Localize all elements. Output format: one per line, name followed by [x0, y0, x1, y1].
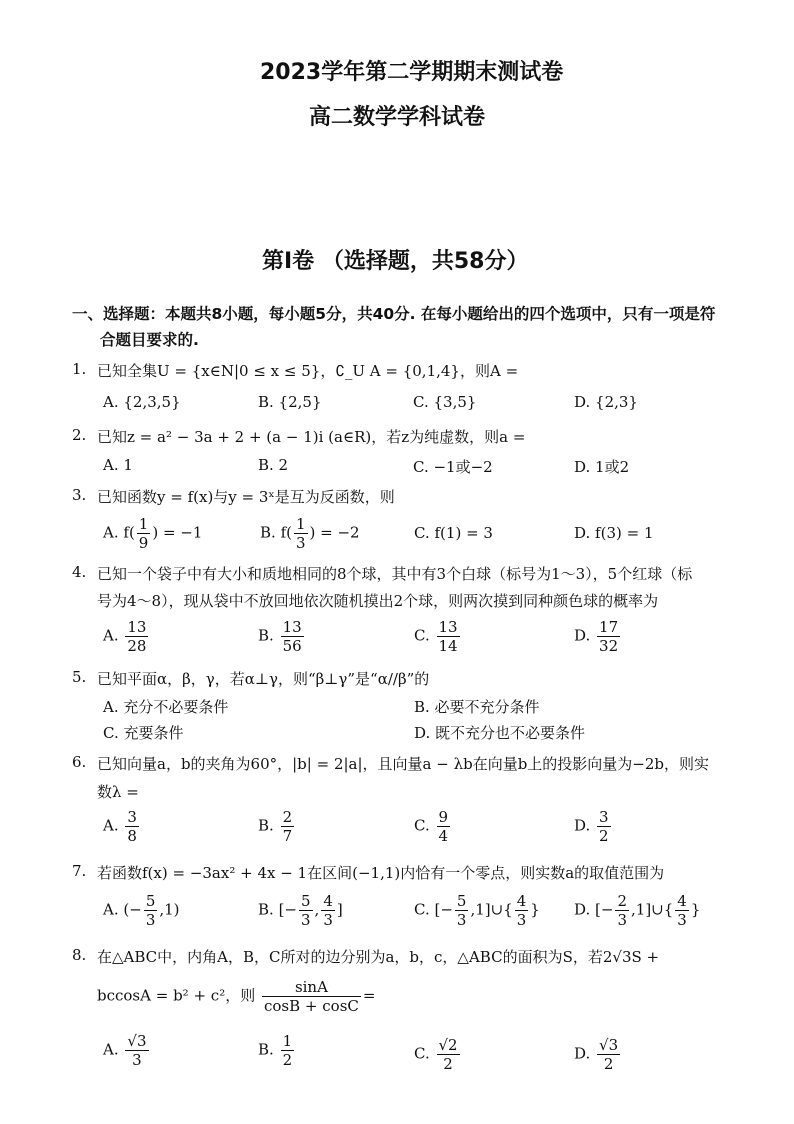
- q7-option-a-post: ,1): [159, 900, 180, 919]
- q6-option-d-label: D.: [574, 816, 591, 835]
- q7-option-c-fraction1: [455, 892, 469, 929]
- q6-option-a: [103, 808, 141, 845]
- denominator: 3: [617, 911, 628, 929]
- q7-option-a-pre: (−: [123, 900, 142, 919]
- q3-option-b: [260, 515, 360, 552]
- numerator: 5: [456, 892, 467, 910]
- q7-option-a: [103, 892, 180, 929]
- q8-option-a: [103, 1032, 151, 1069]
- q3-option-a-post: ) = −1: [152, 523, 203, 542]
- numerator: 17: [599, 618, 619, 636]
- section-instructions-line1: 一、选择题：本题共8小题，每小题5分，共40分. 在每小题给出的四个选项中，只有一项是符: [72, 305, 716, 323]
- denominator: 3: [145, 911, 156, 929]
- q3-option-a: [103, 515, 202, 552]
- question-2-number: 2.: [72, 426, 87, 444]
- q1-option-a: A. {2,3,5}: [103, 393, 181, 411]
- q4-option-a-label: A.: [103, 626, 119, 645]
- q7-option-b-label: B.: [258, 900, 274, 919]
- denominator: 3: [677, 911, 687, 929]
- section-instructions-line2: 合题目要求的.: [100, 331, 199, 349]
- q6-option-c-label: C.: [414, 816, 430, 835]
- question-8-number: 8.: [72, 946, 87, 964]
- q6-option-a-label: A.: [103, 816, 119, 835]
- question-3-number: 3.: [72, 486, 87, 504]
- question-4-stem-line2: 号为4～8），现从袋中不放回地依次随机摸出2个球，则两次摸到同种颜色球的概率为: [97, 592, 659, 610]
- q7-option-b-pre: [−: [278, 900, 297, 919]
- numerator: 5: [145, 892, 156, 910]
- q8-option-c-label: C.: [414, 1044, 430, 1063]
- q7-option-c-mid: ,1]∪{: [470, 900, 513, 919]
- denominator: 2: [603, 1055, 614, 1073]
- q1-option-d: D. {2,3}: [574, 393, 638, 411]
- q3-option-a-fraction: [137, 515, 151, 552]
- q4-option-a: [103, 618, 150, 655]
- question-5-number: 5.: [72, 668, 87, 686]
- numerator: 13: [127, 618, 147, 636]
- q3-option-d-label: D.: [574, 524, 591, 542]
- q3-option-b-fraction: [294, 515, 308, 552]
- denominator: 4: [438, 827, 449, 845]
- q8-option-b-label: B.: [258, 1040, 274, 1059]
- q7-option-b-post: ]: [336, 900, 343, 919]
- q5-option-b: B. 必要不充分条件: [414, 698, 540, 716]
- q2-option-c: C. −1或−2: [413, 458, 493, 476]
- q7-option-d-post: }: [690, 900, 701, 919]
- q8-option-d-fraction: [597, 1036, 620, 1073]
- denominator: 14: [438, 637, 458, 655]
- question-4-stem-line1: 已知一个袋子中有大小和质地相同的8个球，其中有3个白球（标号为1～3），5个红球（标: [97, 565, 693, 583]
- q7-option-b: [258, 892, 343, 929]
- q6-option-b: [258, 808, 296, 845]
- q5-option-c: C. 充要条件: [103, 724, 184, 742]
- denominator: 56: [282, 637, 302, 655]
- q3-option-a-pre: f(: [123, 523, 135, 542]
- denominator: 28: [127, 637, 147, 655]
- q6-option-b-label: B.: [258, 816, 274, 835]
- q1-option-c: C. {3,5}: [413, 393, 477, 411]
- numerator: 5: [301, 892, 311, 910]
- numerator: 4: [516, 892, 527, 910]
- q7-option-a-fraction: [144, 892, 158, 929]
- question-8-stem-line1: 在△ABC中，内角A，B，C所对的边分别为a，b，c，△ABC的面积为S，若2√3S +: [97, 948, 660, 966]
- q8-option-d: [574, 1036, 622, 1073]
- numerator: sinA: [262, 978, 361, 997]
- numerator: 3: [127, 808, 137, 826]
- q6-option-c: [414, 808, 452, 845]
- denominator: 3: [323, 911, 333, 929]
- q3-option-d: [574, 524, 654, 542]
- q7-option-d: [574, 892, 700, 929]
- denominator: 32: [599, 637, 619, 655]
- q3-option-b-post: ) = −2: [309, 523, 360, 542]
- q7-option-a-label: A.: [103, 900, 119, 919]
- numerator: 9: [438, 808, 449, 826]
- q3-option-d-text: f(3) = 1: [595, 524, 654, 542]
- q8-option-a-label: A.: [103, 1040, 119, 1059]
- q7-option-b-fraction2: [321, 892, 335, 929]
- q6-option-c-fraction: [437, 808, 451, 845]
- q7-option-b-fraction1: [299, 892, 313, 929]
- numerator: 1: [295, 515, 306, 533]
- q7-option-c-fraction2: [515, 892, 529, 929]
- denominator: 7: [282, 827, 293, 845]
- question-7-stem: 若函数f(x) = −3ax² + 4x − 1在区间(−1,1)内恰有一个零点，则实数a的取值范围为: [97, 864, 665, 882]
- question-6-number: 6.: [72, 753, 87, 771]
- denominator: 3: [516, 911, 527, 929]
- question-5-stem: 已知平面α，β，γ，若α⊥γ，则“β⊥γ”是“α//β”的: [97, 670, 430, 688]
- denominator: 2: [282, 1051, 293, 1069]
- question-7-number: 7.: [72, 862, 87, 880]
- q5-option-d: D. 既不充分也不必要条件: [414, 724, 586, 742]
- part-title: 第Ⅰ卷 （选择题，共58分）: [262, 249, 529, 274]
- q4-option-d: [574, 618, 622, 655]
- q3-option-b-label: B.: [260, 523, 276, 542]
- q7-option-d-fraction1: [615, 892, 629, 929]
- q8-stem-fraction: [262, 978, 361, 1015]
- q3-option-c: [414, 524, 493, 542]
- denominator: 2: [443, 1055, 453, 1073]
- denominator: 8: [127, 827, 137, 845]
- q8-option-c-fraction: [437, 1036, 460, 1073]
- question-1-stem: 已知全集U = {x∈N|0 ≤ x ≤ 5}，∁_U A = {0,1,4}，则A =: [97, 362, 519, 380]
- numerator: √3: [599, 1036, 619, 1054]
- q4-option-b-fraction: [281, 618, 304, 655]
- q4-option-c-label: C.: [414, 626, 430, 645]
- numerator: 13: [438, 618, 458, 636]
- q4-option-c: [414, 618, 462, 655]
- denominator: cosB + cosC: [264, 997, 359, 1015]
- q6-option-d: [574, 808, 613, 845]
- q8-option-c: [414, 1036, 462, 1073]
- numerator: 4: [323, 892, 333, 910]
- q6-option-b-fraction: [281, 808, 295, 845]
- q2-option-b: B. 2: [258, 456, 289, 474]
- numerator: 4: [677, 892, 687, 910]
- q4-option-a-fraction: [125, 618, 148, 655]
- q7-option-d-fraction2: [675, 892, 689, 929]
- exam-subtitle: 高二数学学科试卷: [309, 105, 486, 130]
- question-8-stem-line2: [97, 978, 375, 1015]
- question-6-stem-line1: 已知向量a，b的夹角为60°，|b| = 2|a|，且向量a − λb在向量b上的投影向量为−2b，则实: [97, 755, 710, 773]
- question-1-number: 1.: [72, 360, 87, 378]
- numerator: √2: [438, 1036, 458, 1054]
- q4-option-d-fraction: [597, 618, 620, 655]
- q3-option-b-pre: f(: [280, 523, 292, 542]
- q5-option-a: A. 充分不必要条件: [103, 698, 229, 716]
- q8-stem2-pre: bccosA = b² + c²，则: [97, 986, 256, 1005]
- q8-stem2-post: =: [362, 986, 376, 1005]
- question-3-stem: 已知函数y = f(x)与y = 3ˣ是互为反函数，则: [97, 488, 395, 506]
- exam-title: 2023学年第二学期期末测试卷: [260, 60, 564, 85]
- q2-option-d: D. 1或2: [574, 458, 630, 476]
- q6-option-a-fraction: [125, 808, 139, 845]
- q1-option-b: B. {2,5}: [258, 393, 322, 411]
- numerator: √3: [127, 1032, 147, 1050]
- question-2-stem: 已知z = a² − 3a + 2 + (a − 1)i (a∈R)，若z为纯虚数，则a =: [97, 428, 526, 446]
- q3-option-c-text: f(1) = 3: [434, 524, 493, 542]
- question-4-number: 4.: [72, 563, 87, 581]
- q4-option-c-fraction: [437, 618, 460, 655]
- q8-option-b: [258, 1032, 296, 1069]
- numerator: 2: [282, 808, 293, 826]
- q7-option-c-post: }: [530, 900, 540, 919]
- denominator: 2: [599, 827, 609, 845]
- q3-option-a-label: A.: [103, 523, 119, 542]
- q4-option-b: [258, 618, 306, 655]
- numerator: 2: [617, 892, 628, 910]
- denominator: 9: [138, 534, 149, 552]
- q6-option-d-fraction: [597, 808, 611, 845]
- numerator: 1: [138, 515, 149, 533]
- q4-option-b-label: B.: [258, 626, 274, 645]
- q7-option-c-pre: [−: [434, 900, 453, 919]
- q8-option-d-label: D.: [574, 1044, 591, 1063]
- q7-option-d-pre: [−: [595, 900, 614, 919]
- q8-option-b-fraction: [281, 1032, 295, 1069]
- numerator: 1: [282, 1032, 293, 1050]
- denominator: 3: [456, 911, 467, 929]
- q4-option-d-label: D.: [574, 626, 591, 645]
- q3-option-c-label: C.: [414, 524, 430, 542]
- question-6-stem-line2: 数λ =: [97, 783, 139, 801]
- q7-option-d-label: D.: [574, 900, 591, 919]
- denominator: 3: [301, 911, 311, 929]
- q7-option-c-label: C.: [414, 900, 430, 919]
- numerator: 13: [282, 618, 302, 636]
- q7-option-c: [414, 892, 540, 929]
- q7-option-b-mid: ,: [314, 900, 320, 919]
- q7-option-d-mid: ,1]∪{: [631, 900, 674, 919]
- q8-option-a-fraction: [125, 1032, 148, 1069]
- numerator: 3: [599, 808, 609, 826]
- denominator: 3: [295, 534, 306, 552]
- q2-option-a: A. 1: [103, 456, 133, 474]
- denominator: 3: [132, 1051, 142, 1069]
